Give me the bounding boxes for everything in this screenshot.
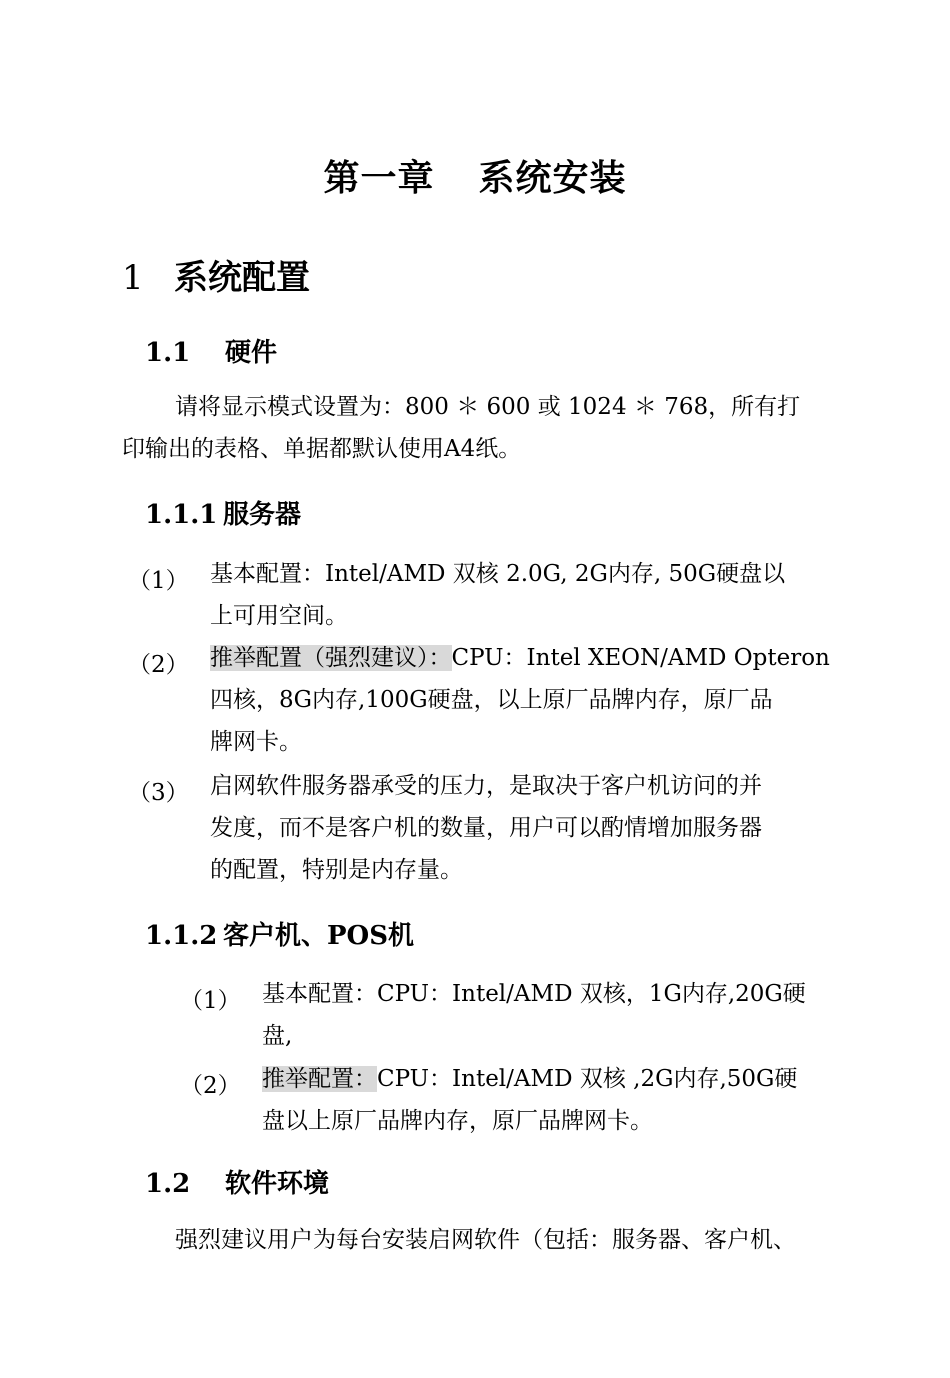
list-marker: （1） [180, 988, 241, 1014]
section-title: 客户机、POS机 [223, 921, 414, 951]
section-title: 系统配置 [174, 258, 310, 298]
section-title: 服务器 [223, 500, 302, 530]
client-item-2-line1 [262, 1058, 797, 1100]
list-marker: （2） [180, 1073, 241, 1099]
section-1-heading [122, 250, 310, 299]
software-paragraph-line1: 强烈建议用户为每台安装启网软件（包括：服务器、客户机、 [175, 1227, 796, 1253]
highlight-label: 推举配置（强烈建议）： [210, 645, 452, 671]
server-item-2-line2: 四核，8G内存,100G硬盘，以上原厂品牌内存，原厂品 [210, 687, 773, 713]
server-item-3-line3: 的配置，特别是内存量。 [210, 857, 463, 883]
highlight-label: 推举配置： [262, 1066, 377, 1092]
section-title: 硬件 [225, 338, 278, 368]
display-mode-paragraph-line2: 印输出的表格、单据都默认使用A4纸。 [122, 436, 522, 462]
chapter-number: 第一章 [323, 157, 435, 199]
client-item-2-line2: 盘以上原厂品牌内存，原厂品牌网卡。 [262, 1108, 653, 1134]
section-1-1-2-heading [145, 915, 414, 952]
section-number: 1.1.2 [145, 921, 218, 951]
section-number: 1.1.1 [145, 500, 218, 530]
display-mode-paragraph-line1: 请将显示模式设置为：800 ＊ 600 或 1024 ＊ 768，所有打 [175, 394, 801, 420]
section-1-1-1-heading [145, 494, 301, 531]
section-1-1-heading [145, 332, 277, 369]
client-item-1-line2: 盘, [262, 1023, 293, 1049]
server-item-3-line1: 启网软件服务器承受的压力，是取决于客户机访问的并 [210, 773, 762, 799]
section-number: 1.2 [145, 1169, 191, 1199]
list-marker: （3） [128, 780, 189, 806]
section-title: 软件环境 [225, 1169, 330, 1199]
client-item-1-line1: 基本配置：CPU：Intel/AMD 双核，1G内存,20G硬 [262, 981, 806, 1007]
server-item-1-line1: 基本配置：Intel/AMD 双核 2.0G, 2G内存, 50G硬盘以 [210, 561, 786, 587]
server-item-1-line2: 上可用空间。 [210, 603, 348, 629]
chapter-heading [0, 150, 950, 201]
server-item-2-line1 [210, 637, 830, 679]
list-marker: （2） [128, 652, 189, 678]
server-item-3-line2: 发度，而不是客户机的数量，用户可以酌情增加服务器 [210, 815, 762, 841]
server-item-2-line3: 牌网卡。 [210, 729, 302, 755]
section-number: 1 [122, 258, 144, 298]
section-number: 1.1 [145, 338, 191, 368]
server-item-2-cpu: CPU：Intel XEON/AMD Opteron [451, 645, 830, 671]
list-marker: （1） [128, 568, 189, 594]
chapter-title: 系统安装 [478, 157, 627, 199]
client-item-2-cpu: CPU：Intel/AMD 双核 ,2G内存,50G硬 [377, 1066, 798, 1092]
section-1-2-heading [145, 1163, 329, 1200]
